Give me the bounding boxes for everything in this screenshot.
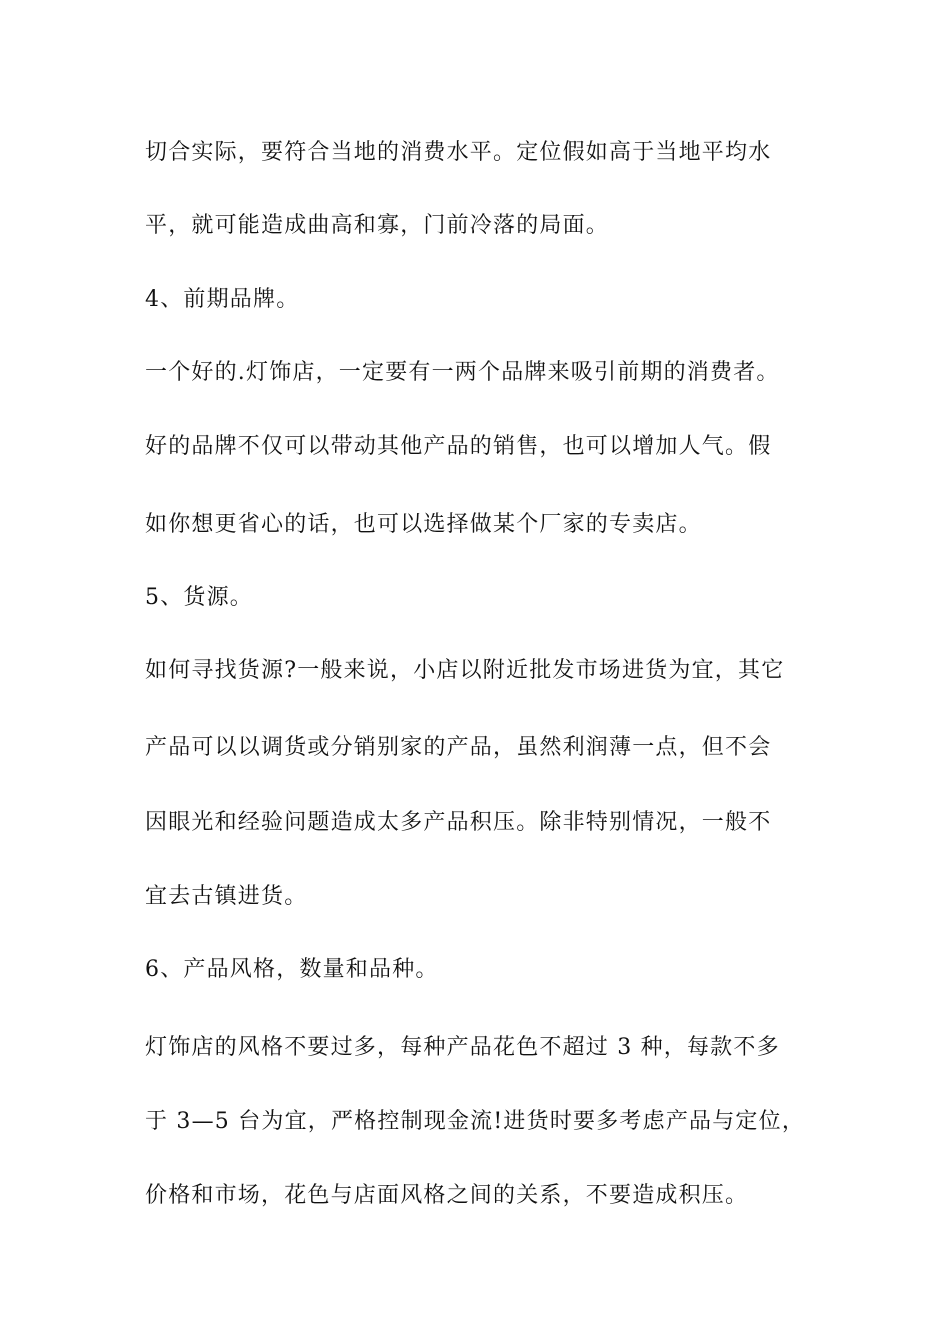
text-line: 如何寻找货源?一般来说，小店以附近批发市场进货为宜，其它 — [145, 658, 785, 683]
section-heading: 4、前期品牌。 — [145, 287, 300, 312]
text-line: 因眼光和经验问题造成太多产品积压。除非特别情况，一般不 — [145, 810, 772, 835]
text-line: 灯饰店的风格不要过多，每种产品花色不超过 3 种，每款不多 — [145, 1035, 780, 1060]
text-line: 价格和市场，花色与店面风格之间的关系，不要造成积压。 — [145, 1183, 749, 1208]
section-heading: 5、货源。 — [145, 585, 253, 610]
section-heading: 6、产品风格，数量和品种。 — [145, 957, 439, 982]
text-line: 平，就可能造成曲高和寡，门前冷落的局面。 — [145, 213, 610, 238]
text-line: 宜去古镇进货。 — [145, 884, 308, 909]
text-line: 切合实际，要符合当地的消费水平。定位假如高于当地平均水 — [145, 140, 772, 165]
text-line: 好的品牌不仅可以带动其他产品的销售，也可以增加人气。假 — [145, 434, 772, 459]
text-line: 如你想更省心的话，也可以选择做某个厂家的专卖店。 — [145, 512, 702, 537]
text-line: 产品可以以调货或分销别家的产品，虽然利润薄一点，但不会 — [145, 735, 772, 760]
text-line: 一个好的.灯饰店，一定要有一两个品牌来吸引前期的消费者。 — [145, 360, 780, 385]
text-line: 于 3—5 台为宜，严格控制现金流!进货时要多考虑产品与定位， — [145, 1109, 806, 1134]
